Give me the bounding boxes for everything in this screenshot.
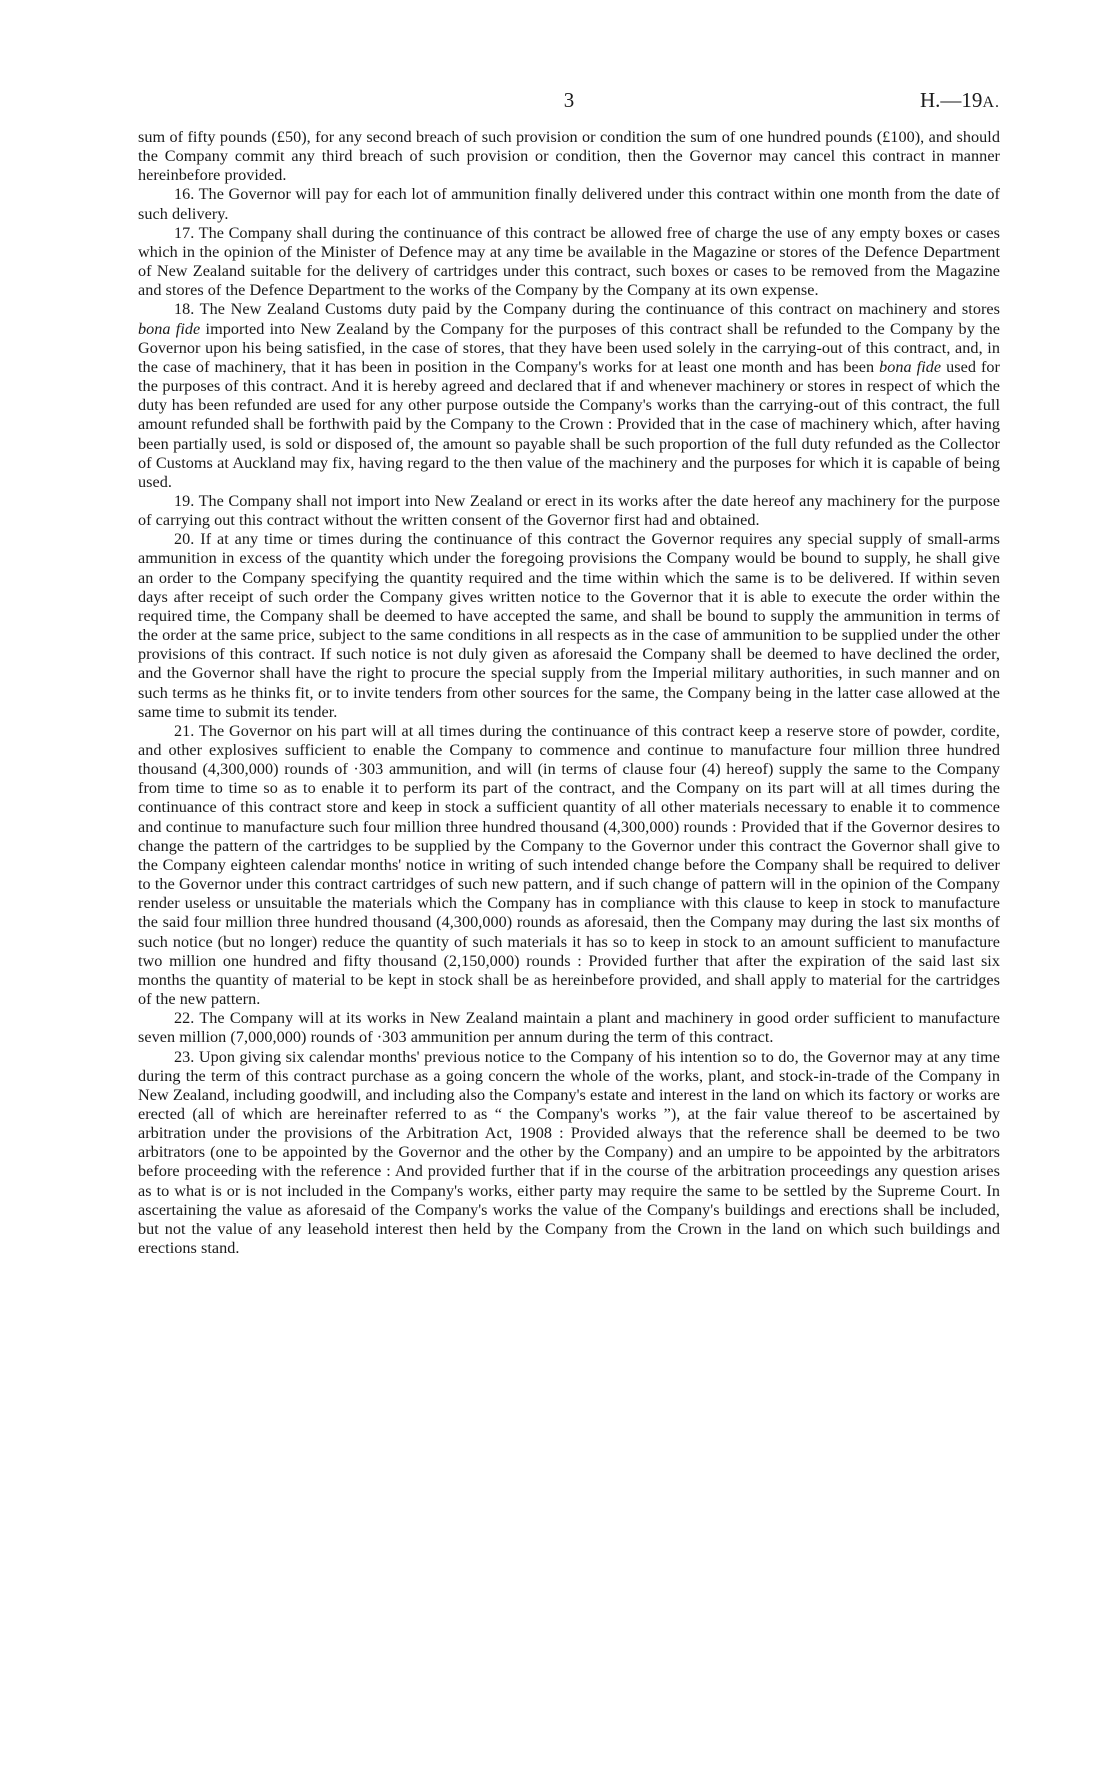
page-header [138, 88, 1000, 128]
clause-18-text-3: used for the purposes of this contract. And it is hereby agreed and declared that if and whenever machinery or stores in respect of which the duty has been refunded are used for any other purpose outside the Company's works than the carrying-out of this contract, the full amount refunded shall be forthwith paid by the Company to the Crown : Provided that in the case of machinery which, after having been partially used, is sold or disposed of, the amount so payable shall be such proportion of the full duty refunded as the Collector of Customs at Auckland may fix, having regard to the then value of the machinery and the purposes for which it is capable of being used. [138, 357, 1000, 491]
clause-18-italic-2: bona fide [879, 357, 942, 376]
clause-20: 20. If at any time or times during the continuance of this contract the Governor requires any special supply of small-arms ammunition in excess of the quantity which under the foregoing provisions the Company would be bound to supply, he shall give an order to the Company specifying the quantity required and the time within which the same is to be delivered. If within seven days after receipt of such order the Company gives written notice to the Governor that it is able to execute the order within the required time, the Company shall be deemed to have accepted the same, and shall be bound to supply the ammunition in terms of the order at the same price, subject to the same conditions in all respects as in the case of ammunition to be supplied under the other provisions of this contract. If such notice is not duly given as aforesaid the Company shall be deemed to have declined the order, and the Governor shall have the right to procure the special supply from the Imperial military authorities, in such manner and on such terms as he thinks fit, or to invite tenders from other sources for the same, the Company being in the latter case allowed at the same time to submit its tender. [138, 530, 1000, 721]
clause-18-text-1: 18. The New Zealand Customs duty paid by the Company during the continuance of this contract on machinery and stores [174, 300, 1000, 319]
paper-code-suffix: A. [982, 94, 1000, 111]
document-page [138, 88, 1000, 1258]
clause-16: 16. The Governor will pay for each lot of ammunition finally delivered under this contract within one month from the date of such delivery. [138, 185, 1000, 223]
paper-code-main: H.—19 [920, 88, 983, 112]
clause-18-italic-1: bona fide [138, 319, 201, 338]
clause-23: 23. Upon giving six calendar months' previous notice to the Company of his intention so to do, the Governor may at any time during the term of this contract purchase as a going concern the whole of the works, plant, and stock-in-trade of the Company in New Zealand, including goodwill, and including also the Company's estate and interest in the land on which its factory or works are erected (all of which are hereinafter referred to as “ the Company's works ”), at the fair value thereof to be ascertained by arbitration under the provisions of the Arbitration Act, 1908 : Provided always that the reference shall be deemed to be two arbitrators (one to be appointed by the Governor and the other by the Company) and an umpire to be appointed by the arbitrators before proceeding with the reference : And provided further that if in the course of the arbitration proceedings any question arises as to what is or is not included in the Company's works, either party may require the same to be settled by the Supreme Court. In ascertaining the value as aforesaid of the Company's works the value of the Company's buildings and erections shall be included, but not the value of any leasehold interest then held by the Company from the Crown in the land on which such buildings and erections stand. [138, 1047, 1000, 1258]
paper-code [920, 88, 1000, 113]
clause-21: 21. The Governor on his part will at all times during the continuance of this contract keep a reserve store of powder, cordite, and other explosives sufficient to enable the Company to commence and continue to manufacture four million three hundred thousand (4,300,000) rounds of ·303 ammunition, and will (in terms of clause four (4) hereof) supply the same to the Company from time to time so as to enable it to perform its part of the contract, and the Company on its part will at all times during the continuance of this contract store and keep in stock a sufficient quantity of all other materials necessary to enable it to commence and continue to manufacture such four million three hundred thousand (4,300,000) rounds : Provided that if the Governor desires to change the pattern of the cartridges to be supplied by the Company to the Governor under this contract the Governor shall give to the Company eighteen calendar months' notice in writing of such intended change before the Company shall be required to deliver to the Governor under this contract cartridges of such new pattern, and if such change of pattern will in the opinion of the Company render useless or unsuitable the materials which the Company has in compliance with this clause to keep in stock to manufacture the said four million three hundred thousand (4,300,000) rounds as aforesaid, then the Company may during the last six months of such notice (but no longer) reduce the quantity of such materials it has so to keep in stock to an amount sufficient to manufacture two million one hundred and fifty thousand (2,150,000) rounds : Provided further that after the expiration of the said last six months the quantity of material to be kept in stock shall be as hereinbefore provided, and shall apply to material for the cartridges of the new pattern. [138, 721, 1000, 1009]
continuation-paragraph: sum of fifty pounds (£50), for any second breach of such provision or condition the sum of one hundred pounds (£100), and should the Company commit any third breach of such provision or condition, then the Governor may cancel this contract in manner hereinbefore provided. [138, 128, 1000, 185]
clause-18-text-2: imported into New Zealand by the Company for the purposes of this contract shall be refunded to the Company by the Governor upon his being satisfied, in the case of stores, that they have been used solely in the carrying-out of this contract, and, in the case of machinery, that it has been in position in the Company's works for at least one month and has been [138, 319, 1000, 376]
clause-18 [138, 300, 1000, 492]
clause-22: 22. The Company will at its works in New Zealand maintain a plant and machinery in good order sufficient to manufacture seven million (7,000,000) rounds of ·303 ammunition per annum during the term of this contract. [138, 1009, 1000, 1047]
clause-17: 17. The Company shall during the continuance of this contract be allowed free of charge the use of any empty boxes or cases which in the opinion of the Minister of Defence may at any time be available in the Magazine or stores of the Defence Department of New Zealand suitable for the delivery of cartridges under this contract, such boxes or cases to be removed from the Magazine and stores of the Defence Department to the works of the Company by the Company at its own expense. [138, 223, 1000, 300]
document-body [138, 128, 1000, 1258]
clause-19: 19. The Company shall not import into New Zealand or erect in its works after the date hereof any machinery for the purpose of carrying out this contract without the written consent of the Governor first had and obtained. [138, 491, 1000, 530]
page-number: 3 [563, 88, 575, 112]
